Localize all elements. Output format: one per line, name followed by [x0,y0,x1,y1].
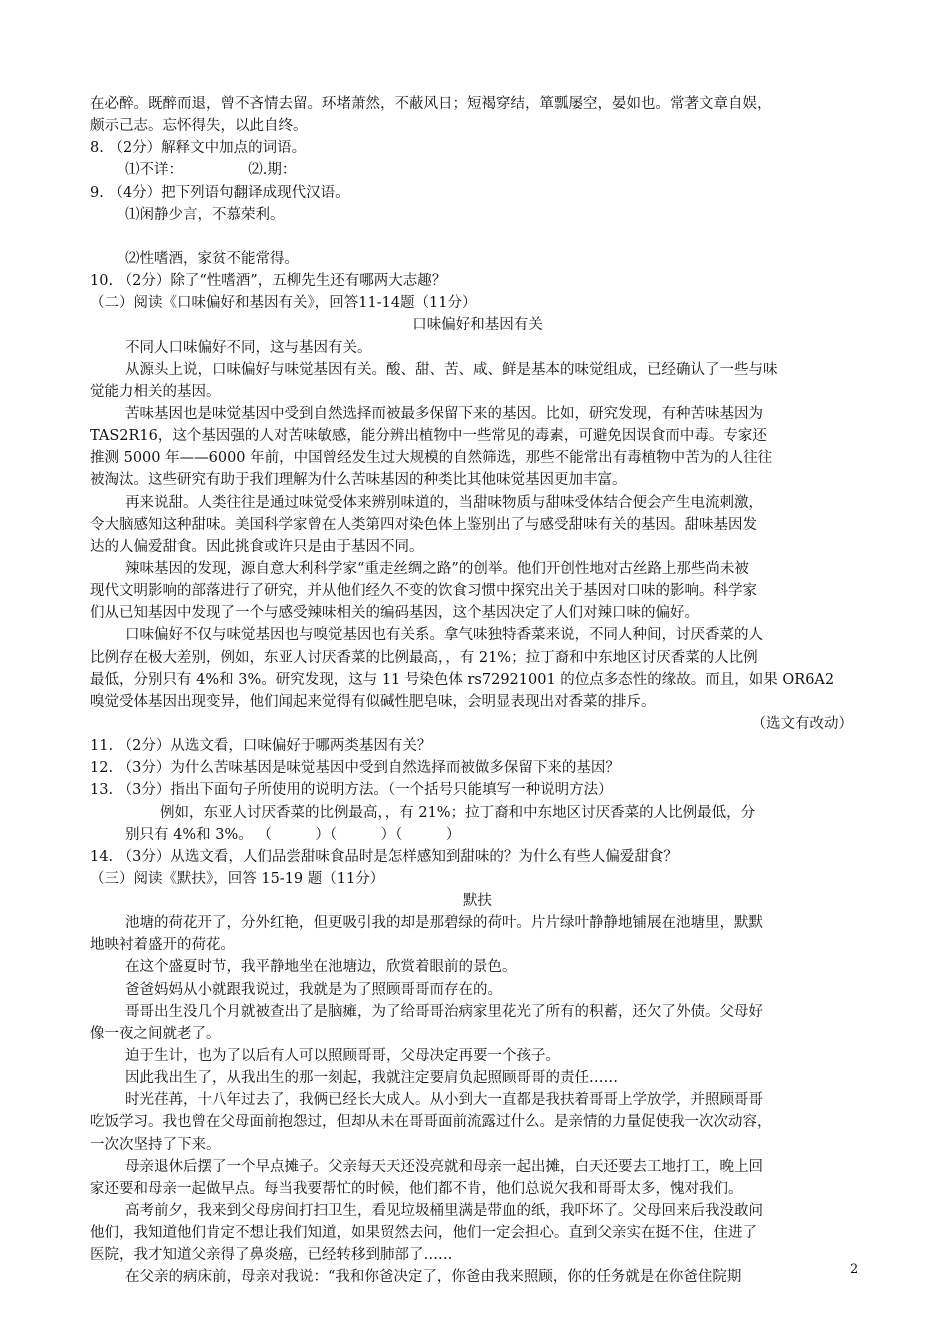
question-8-items: ⑴不详： ⑵.期： [125,162,297,179]
paragraph-line: 池塘的荷花开了，分外红艳，但更吸引我的却是那碧绿的荷叶。片片绿叶静静地铺展在池塘里，默默 [125,915,763,932]
text-line: 颇示己志。忘怀得失，以此自终。 [90,118,308,135]
paragraph-line: 哥哥出生没几个月就被查出了是脑瘫，为了给哥哥治病家里花光了所有的积蓄，还欠了外债。父母好 [125,1003,763,1020]
paragraph-line: 他们，我知道他们肯定不想让我们知道，如果贸然去问，他们一定会担心。直到父亲实在挺不住，住进了 [90,1225,757,1242]
paragraph-line: 不同人口味偏好不同，这与基因有关。 [125,339,372,356]
question-13-blanks: 别只有 4%和 3%。 （ ）（ ）（ ） [125,826,461,843]
paragraph-line: 迫于生计，也为了以后有人可以照顾哥哥，父母决定再要一个孩子。 [125,1048,560,1065]
paragraph-line: 嗅觉受体基因出现变异，他们闻起来觉得有似碱性肥皂味，会明显表现出对香菜的排斥。 [90,693,656,710]
question-13-quote: 例如，东亚人讨厌香菜的比例最高，，有 21%；拉丁裔和中东地区讨厌香菜的人比例最低，分 [160,804,756,821]
paragraph-line: 现代文明影响的部落进行了研究，并从他们经久不变的饮食习惯中探究出关于基因对口味的影响。科学家 [90,583,757,600]
question-11: 11. （2分）从选文看，口味偏好于哪两类基因有关？ [90,738,432,755]
text-line: 在必醉。既醉而退，曾不吝情去留。环堵萧然，不蔽风日；短褐穿结，箪瓢屡空，晏如也。常著文章自娱， [90,96,772,112]
paragraph-line: 推测 5000 年——6000 年前，中国曾经发生过大规模的自然筛选，那些不能常出有毒植物中苦为的人往往 [90,450,773,467]
paragraph-line: 一次次坚持了下来。 [90,1136,221,1153]
paragraph-line: 高考前夕，我来到父母房间打扫卫生，看见垃圾桶里满是带血的纸，我吓坏了。父母回来后我没敢问 [125,1203,763,1220]
paragraph-line: 爸爸妈妈从小就跟我说过，我就是为了照顾哥哥而存在的。 [125,981,502,998]
question-13: 13. （3分）指出下面句子所使用的说明方法。（一个括号只能填写一种说明方法） [90,782,613,799]
paragraph-line: 母亲退休后摆了一个早点摊子。父亲每天天还没亮就和母亲一起出摊，白天还要去工地打工，晚上回 [125,1158,763,1175]
paragraph-line: 达的人偏爱甜食。因此挑食或许只是由于基因不同。 [90,538,424,555]
paragraph-line: 吃饭学习。我也曾在父母面前抱怨过，但却从未在哥哥面前流露过什么。是亲情的力量促使我一次次动容， [90,1114,772,1131]
article-title-taste-genes: 口味偏好和基因有关 [412,317,543,334]
question-14: 14. （3分）从选文看，人们品尝甜味食品时是怎样感知到甜味的？为什么有些人偏爱甜食？ [90,848,678,865]
paragraph-line: 苦味基因也是味觉基因中受到自然选择而被最多保留下来的基因。比如，研究发现，有种苦味基因为 [125,405,763,422]
question-12: 12. （3分）为什么苦味基因是味觉基因中受到自然选择而被做多保留下来的基因？ [90,760,620,777]
paragraph-line: 在父亲的病床前，母亲对我说：“我和你爸决定了，你爸由我来照顾，你的任务就是在你爸住院期 [125,1269,742,1286]
paragraph-line: 比例存在极大差别，例如，东亚人讨厌香菜的比例最高，，有 21%；拉丁裔和中东地区讨厌香菜的人比例 [90,649,758,666]
question-9-item-1: ⑴闲静少言，不慕荣利。 [125,206,285,223]
question-9-item-2: ⑵性嗜酒，家贫不能常得。 [125,250,299,267]
paragraph-line: 医院，我才知道父亲得了鼻炎癌，已经转移到肺部了…… [90,1247,453,1264]
paragraph-line: 在这个盛夏时节，我平静地坐在池塘边，欣赏着眼前的景色。 [125,959,517,976]
paragraph-line: 口味偏好不仅与味觉基因也与嗅觉基因也有关系。拿气味独特香菜来说，不同人种间，讨厌香菜的人 [125,627,763,644]
paragraph-line: 再来说甜。人类往往是通过味觉受体来辨别味道的，当甜味物质与甜味受体结合便会产生电流刺激， [125,494,763,511]
paragraph-line: TAS2R16，这个基因强的人对苦味敏感，能分辨出植物中一些常见的毒素，可避免因误食而中毒。专家还 [90,428,767,445]
question-8: 8. （2分）解释文中加点的词语。 [90,140,307,157]
paragraph-line: 因此我出生了，从我出生的那一刻起，我就注定要肩负起照顾哥哥的责任…… [125,1070,618,1087]
article-title-mofu: 默扶 [463,893,492,910]
paragraph-line: 地映衬着盛开的荷花。 [90,937,235,954]
paragraph-line: 从源头上说，口味偏好与味觉基因有关。酸、甜、苦、咸、鲜是基本的味觉组成，已经确认了一些与味 [125,361,778,378]
page-number: 2 [850,1262,859,1277]
answer-space [90,226,865,248]
paragraph-line: 被淘汰。这些研究有助于我们理解为什么苦味基因的种类比其他味觉基因更加丰富。 [90,472,627,489]
section-2-heading: （二）阅读《口味偏好和基因有关》，回答11-14题（11分） [90,295,477,312]
document-page [90,93,865,1289]
source-note: （选文有改动） [751,715,853,732]
paragraph-line: 辣味基因的发现，源自意大利科学家“重走丝绸之路”的创举。他们开创性地对古丝路上那些尚未被 [125,560,749,577]
paragraph-line: 最低，分别只有 4%和 3%。研究发现，这与 11 号染色体 rs72921001 的位点多态性的缘故。而且，如果 OR6A2 [90,671,835,688]
paragraph-line: 家还要和母亲一起做早点。每当我要帮忙的时候，他们都不肯，他们总说欠我和哥哥太多，愧对我们。 [90,1180,743,1197]
paragraph-line: 们从已知基因中发现了一个与感受辣味相关的编码基因，这个基因决定了人们对辣口味的偏好。 [90,605,699,622]
question-10: 10. （2分）除了“性嗜酒”，五柳先生还有哪两大志趣？ [90,273,447,290]
paragraph-line: 像一夜之间就老了。 [90,1025,221,1042]
paragraph-line: 觉能力相关的基因。 [90,383,221,400]
section-3-heading: （三）阅读《默扶》，回答 15-19 题（11分） [90,870,385,887]
question-9: 9. （4分）把下列语句翻译成现代汉语。 [90,184,350,201]
paragraph-line: 时光荏苒，十八年过去了，我俩已经长大成人。从小到大一直都是我扶着哥哥上学放学，并照顾哥哥 [125,1092,763,1109]
paragraph-line: 令大脑感知这种甜味。美国科学家曾在人类第四对染色体上鉴别出了与感受甜味有关的基因。甜味基因发 [90,516,757,533]
